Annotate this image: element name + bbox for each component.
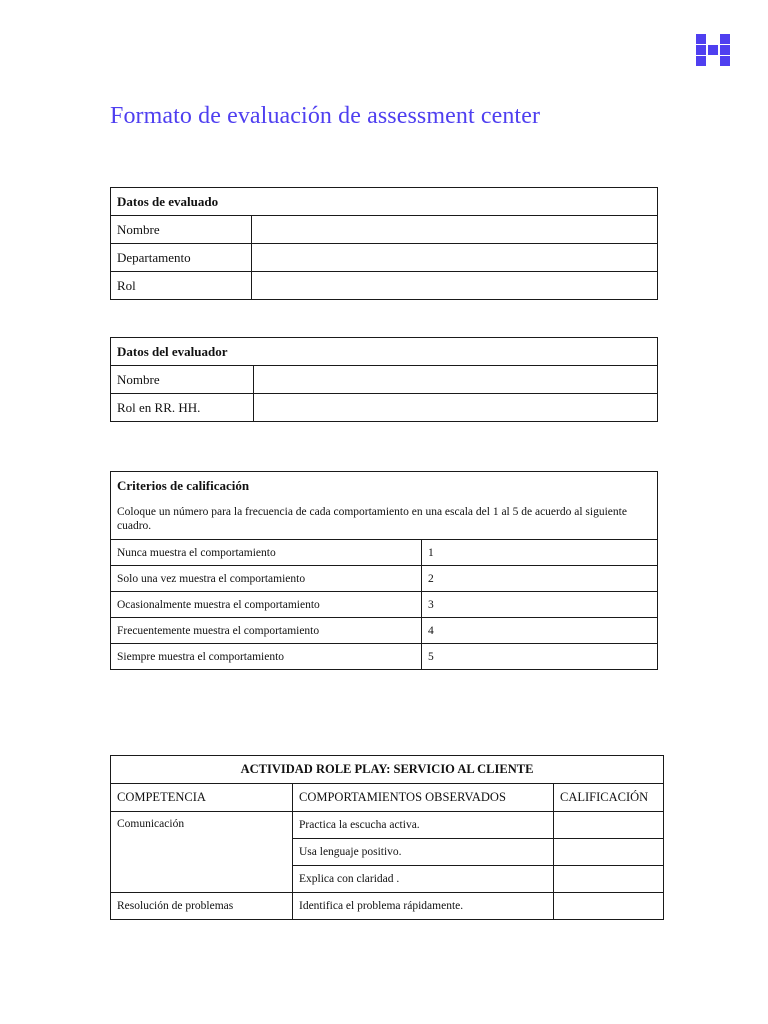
criterio-label: Nunca muestra el comportamiento: [111, 540, 422, 566]
table-row: [111, 592, 658, 618]
criterio-score: 2: [422, 566, 658, 592]
criterio-score: 1: [422, 540, 658, 566]
column-header-row: [111, 784, 664, 812]
behavior-cell: Explica con claridad .: [293, 866, 554, 893]
table-row: [111, 366, 658, 394]
calificacion-input[interactable]: [554, 893, 664, 920]
calificacion-input[interactable]: [554, 812, 664, 839]
table-row: [111, 244, 658, 272]
table-row: [111, 540, 658, 566]
criterios-table: [110, 471, 658, 670]
field-label: Rol en RR. HH.: [111, 394, 254, 422]
evaluado-heading: Datos de evaluado: [111, 188, 658, 216]
evaluado-table: [110, 187, 658, 300]
actividad-title: ACTIVIDAD ROLE PLAY: SERVICIO AL CLIENTE: [111, 756, 664, 784]
criterio-score: 5: [422, 644, 658, 670]
criterio-label: Ocasionalmente muestra el comportamiento: [111, 592, 422, 618]
behavior-cell: Practica la escucha activa.: [293, 812, 554, 839]
behavior-cell: Identifica el problema rápidamente.: [293, 893, 554, 920]
field-label: Nombre: [111, 366, 254, 394]
brand-logo-icon: [696, 34, 730, 66]
actividad-table: [110, 755, 664, 920]
evaluado-departamento-field[interactable]: [252, 244, 658, 272]
column-header-competencia: COMPETENCIA: [111, 784, 293, 812]
evaluador-heading: Datos del evaluador: [111, 338, 658, 366]
behavior-cell: Usa lenguaje positivo.: [293, 839, 554, 866]
column-header-comportamientos: COMPORTAMIENTOS OBSERVADOS: [293, 784, 554, 812]
criterio-label: Solo una vez muestra el comportamiento: [111, 566, 422, 592]
table-row: [111, 216, 658, 244]
table-row: [111, 812, 664, 839]
criterio-label: Siempre muestra el comportamiento: [111, 644, 422, 670]
competencia-cell: Resolución de problemas: [111, 893, 293, 920]
criterios-description: Coloque un número para la frecuencia de cada comportamiento en una escala del 1 al 5 de acuerdo al siguiente cuadro.: [117, 506, 627, 532]
evaluador-table: [110, 337, 658, 422]
field-label: Nombre: [111, 216, 252, 244]
competencia-cell: Comunicación: [111, 812, 293, 893]
table-row: [111, 394, 658, 422]
table-row: [111, 272, 658, 300]
evaluador-nombre-field[interactable]: [254, 366, 658, 394]
table-row: [111, 618, 658, 644]
evaluado-nombre-field[interactable]: [252, 216, 658, 244]
evaluado-rol-field[interactable]: [252, 272, 658, 300]
page-title: Formato de evaluación de assessment center: [110, 103, 541, 129]
criterio-score: 3: [422, 592, 658, 618]
calificacion-input[interactable]: [554, 866, 664, 893]
criterio-score: 4: [422, 618, 658, 644]
table-row: [111, 893, 664, 920]
table-row: [111, 644, 658, 670]
table-row: [111, 566, 658, 592]
calificacion-input[interactable]: [554, 839, 664, 866]
evaluador-rol-field[interactable]: [254, 394, 658, 422]
criterios-header: [111, 472, 658, 540]
criterios-heading: Criterios de calificación: [117, 478, 250, 493]
column-header-calificacion: CALIFICACIÓN: [554, 784, 664, 812]
criterio-label: Frecuentemente muestra el comportamiento: [111, 618, 422, 644]
field-label: Rol: [111, 272, 252, 300]
field-label: Departamento: [111, 244, 252, 272]
